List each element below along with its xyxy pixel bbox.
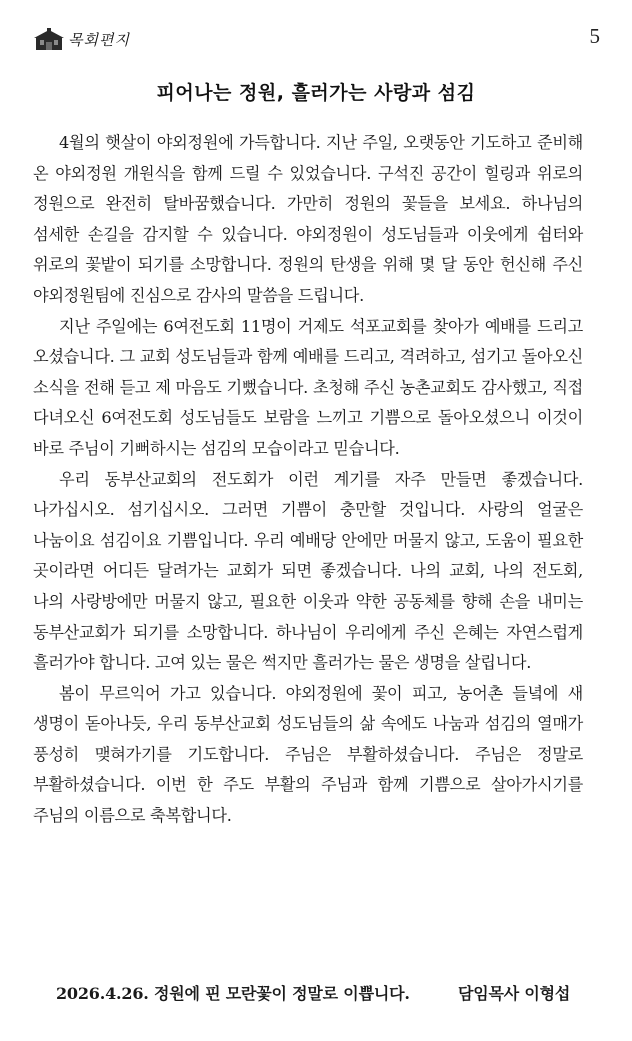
article-title: 피어나는 정원, 흘러가는 사랑과 섬김 bbox=[156, 82, 476, 104]
pastor-name: 담임목사 이형섭 bbox=[458, 984, 571, 1003]
church-icon bbox=[34, 28, 64, 50]
logo bbox=[34, 28, 130, 50]
paragraph: 우리 동부산교회의 전도회가 이런 계기를 자주 만들면 좋겠습니다. 나가십시오. 섬기십시오. 그러면 기쁨이 충만할 것입니다. 사랑의 얼굴은 나눔이요 섬김이요 기쁨입니다. 우리 예배당 안에만 머물지 않고, 도움이 필요한 곳이라면 어디든 달려가는 교회가 되면 좋겠습니다. 나의 교회, 나의 전도회, 나의 사랑방에만 머물지 않고, 필요한 이웃과 약한 공동체를 향해 손을 내미는 동부산교회가 되기를 소망합니다. 하나님이 우리에게 주신 은혜는 자연스럽게 흘러가야 합니다. 고여 있는 물은 썩지만 흘러가는 물은 생명을 살립니다. bbox=[33, 469, 583, 673]
paragraph: 지난 주일에는 6여전도회 11명이 거제도 석포교회를 찾아가 예배를 드리고 오셨습니다. 그 교회 성도님들과 함께 예배를 드리고, 격려하고, 섬기고 돌아오신 소식을 전해 듣고 제 마음도 기뻤습니다. 초청해 주신 농촌교회도 감사했고, 직접 다녀오신 6여전도회 성도님들도 보람을 느끼고 기쁨으로 돌아오셨으니 이것이 바로 주님이 기뻐하시는 섬김의 모습이라고 믿습니다. bbox=[33, 316, 583, 458]
page-number: 5 bbox=[589, 24, 600, 48]
page-header bbox=[0, 0, 632, 60]
logo-text: 목회편지 bbox=[68, 31, 130, 49]
paragraph: 4월의 햇살이 야외정원에 가득합니다. 지난 주일, 오랫동안 기도하고 준비해 온 야외정원 개원식을 함께 드릴 수 있었습니다. 구석진 공간이 힐링과 위로의 정원으로 완전히 탈바꿈했습니다. 가만히 정원의 꽃들을 보세요. 하나님의 섬세한 손길을 감지할 수 있습니다. 야외정원이 성도님들과 이웃에게 쉼터와 위로의 꽃밭이 되기를 소망합니다. 정원의 탄생을 위해 몇 달 동안 헌신해 주신 야외정원팀에 진심으로 감사의 말씀을 드립니다. bbox=[33, 133, 583, 305]
signature-line bbox=[56, 981, 596, 1004]
paragraph: 봄이 무르익어 가고 있습니다. 야외정원에 꽃이 피고, 농어촌 들녘에 새 생명이 돋아나듯, 우리 동부산교회 성도님들의 삶 속에도 나눔과 섬김의 열매가 풍성히 맺혀가기를 기도합니다. 주님은 부활하셨습니다. 주님은 정말로 부활하셨습니다. 이번 한 주도 부활의 주님과 함께 기쁨으로 살아가시기를 주님의 이름으로 축복합니다. bbox=[33, 683, 583, 826]
article-body bbox=[33, 128, 583, 832]
signature-date-line: 2026.4.26. 정원에 핀 모란꽃이 정말로 이쁩니다. bbox=[56, 984, 410, 1003]
